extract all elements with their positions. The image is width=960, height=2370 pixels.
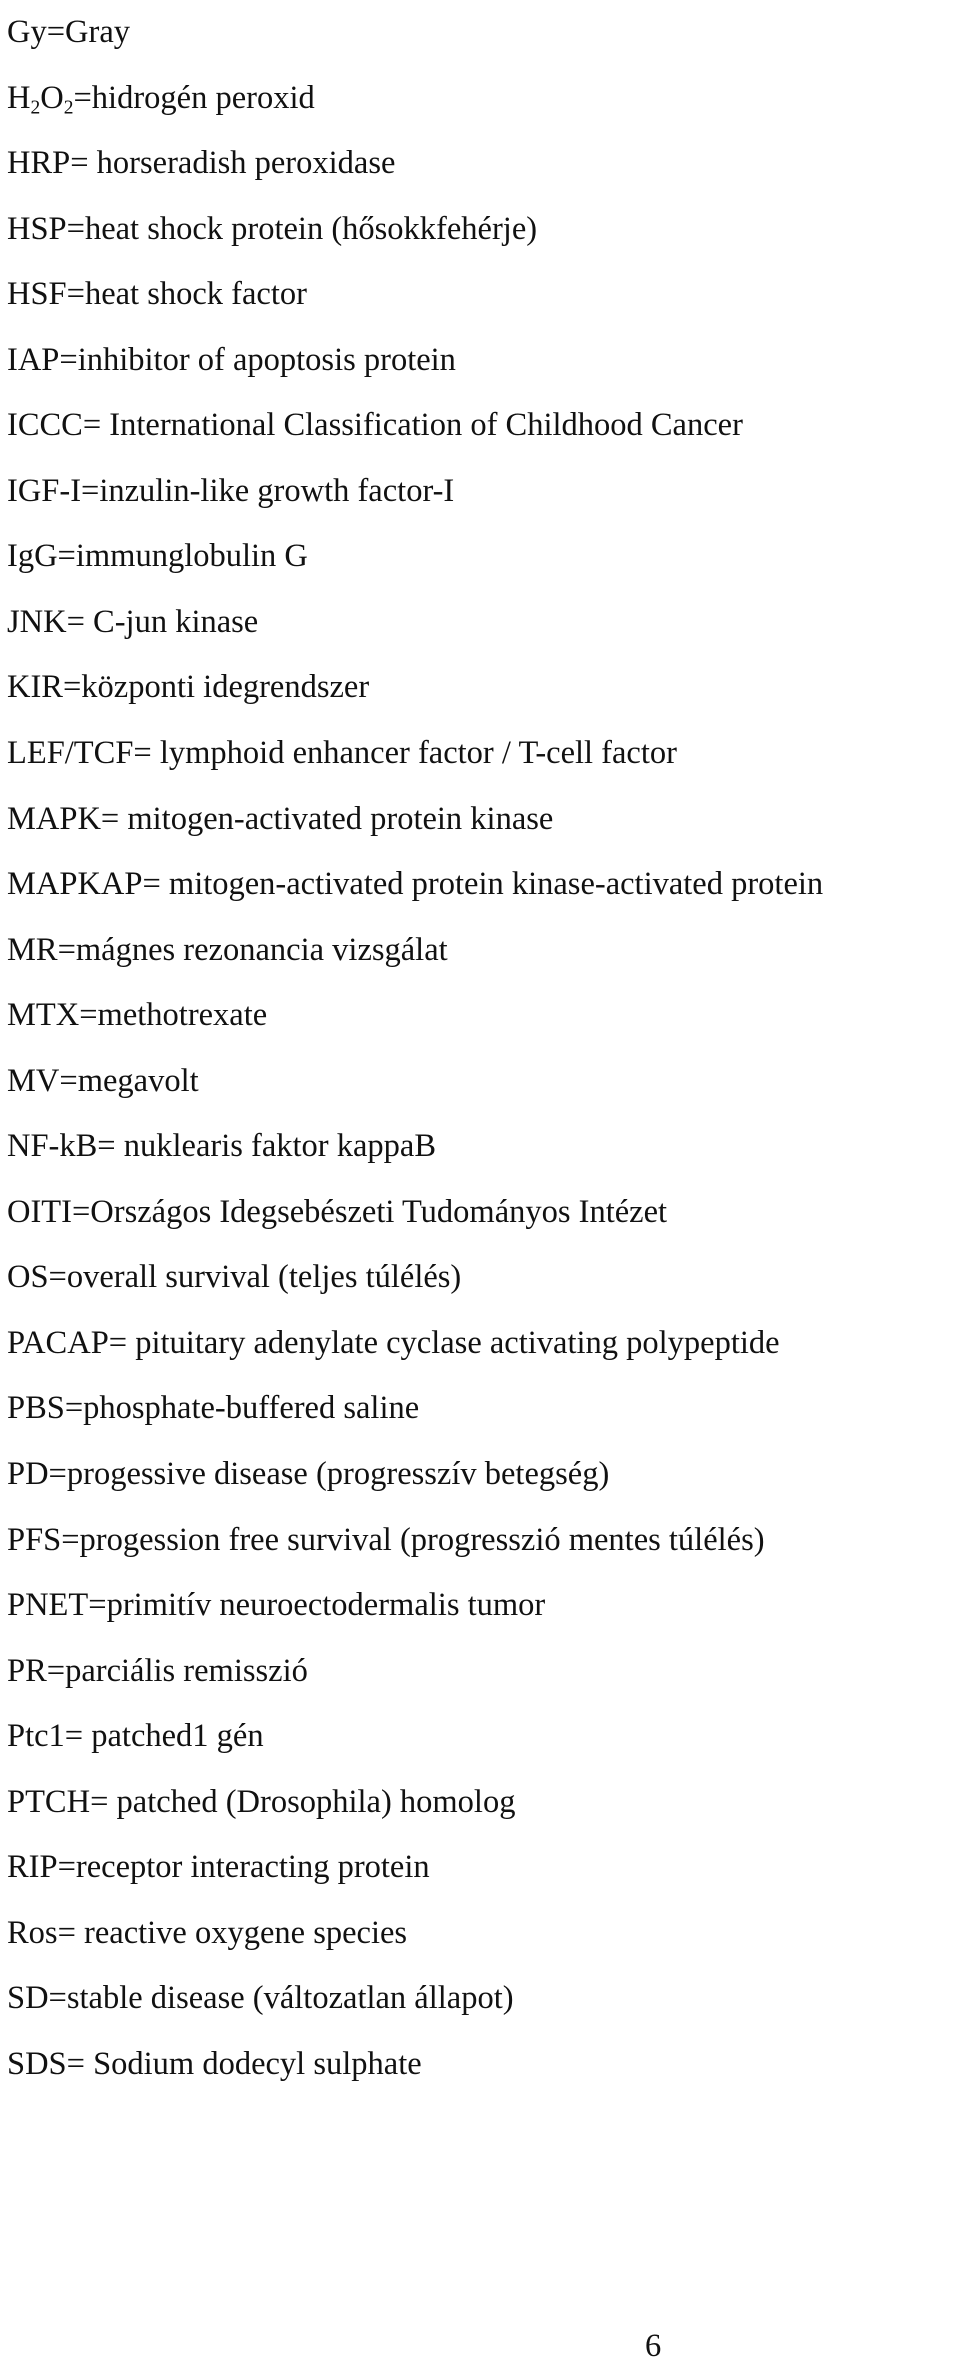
abbreviation-item: RIP=receptor interacting protein — [7, 1849, 430, 1886]
abbreviation-item: PNET=primitív neuroectodermalis tumor — [7, 1587, 546, 1624]
formula-o: O — [40, 79, 64, 116]
abbreviation-item: MAPK= mitogen-activated protein kinase — [7, 800, 554, 837]
abbreviation-item: SDS= Sodium dodecyl sulphate — [7, 2045, 422, 2082]
abbreviation-item: JNK= C-jun kinase — [7, 603, 259, 640]
abbreviation-item: MR=mágnes rezonancia vizsgálat — [7, 931, 448, 968]
abbreviation-item: IGF-I=inzulin-like growth factor-I — [7, 472, 455, 509]
abbreviation-item — [7, 66, 823, 132]
abbreviation-item: PFS=progession free survival (progresszió mentes túlélés) — [7, 1521, 765, 1558]
abbreviation-item: SD=stable disease (változatlan állapot) — [7, 1980, 514, 2017]
abbreviation-item: HSP=heat shock protein (hősokkfehérje) — [7, 210, 538, 247]
abbreviation-item: ICCC= International Classification of Childhood Cancer — [7, 407, 743, 444]
formula-h: H — [7, 79, 31, 116]
abbreviation-item: MTX=methotrexate — [7, 997, 268, 1034]
abbreviation-item: PACAP= pituitary adenylate cyclase activating polypeptide — [7, 1324, 780, 1361]
abbreviation-definition: =hidrogén peroxid — [73, 79, 315, 116]
abbreviation-item: OITI=Országos Idegsebészeti Tudományos Intézet — [7, 1193, 668, 1230]
abbreviation-item: IAP=inhibitor of apoptosis protein — [7, 341, 456, 378]
abbreviation-item: PD=progessive disease (progresszív betegség) — [7, 1456, 610, 1493]
abbreviation-item: IgG=immunglobulin G — [7, 538, 308, 575]
abbreviation-item: Gy=Gray — [7, 14, 131, 50]
abbreviation-item: KIR=központi idegrendszer — [7, 669, 370, 706]
abbreviation-item: Ptc1= patched1 gén — [7, 1718, 264, 1755]
abbreviation-item: NF-kB= nuklearis faktor kappaB — [7, 1128, 437, 1165]
page-number: 6 — [645, 2328, 662, 2364]
abbreviation-item: PBS=phosphate-buffered saline — [7, 1390, 420, 1427]
abbreviation-item: MAPKAP= mitogen-activated protein kinase-activated protein — [7, 866, 824, 903]
abbreviation-item: HRP= horseradish peroxidase — [7, 145, 396, 182]
abbreviation-list — [7, 0, 823, 2098]
formula-subscript: 2 — [63, 97, 74, 118]
abbreviation-item: Ros= reactive oxygene species — [7, 1914, 408, 1951]
abbreviation-item: MV=megavolt — [7, 1062, 199, 1099]
formula-subscript: 2 — [30, 97, 41, 118]
abbreviation-item: HSF=heat shock factor — [7, 276, 307, 313]
abbreviation-item: PTCH= patched (Drosophila) homolog — [7, 1783, 516, 1820]
abbreviation-item: LEF/TCF= lymphoid enhancer factor / T-cell factor — [7, 735, 677, 772]
abbreviation-item: PR=parciális remisszió — [7, 1652, 308, 1689]
abbreviation-item: OS=overall survival (teljes túlélés) — [7, 1259, 462, 1296]
